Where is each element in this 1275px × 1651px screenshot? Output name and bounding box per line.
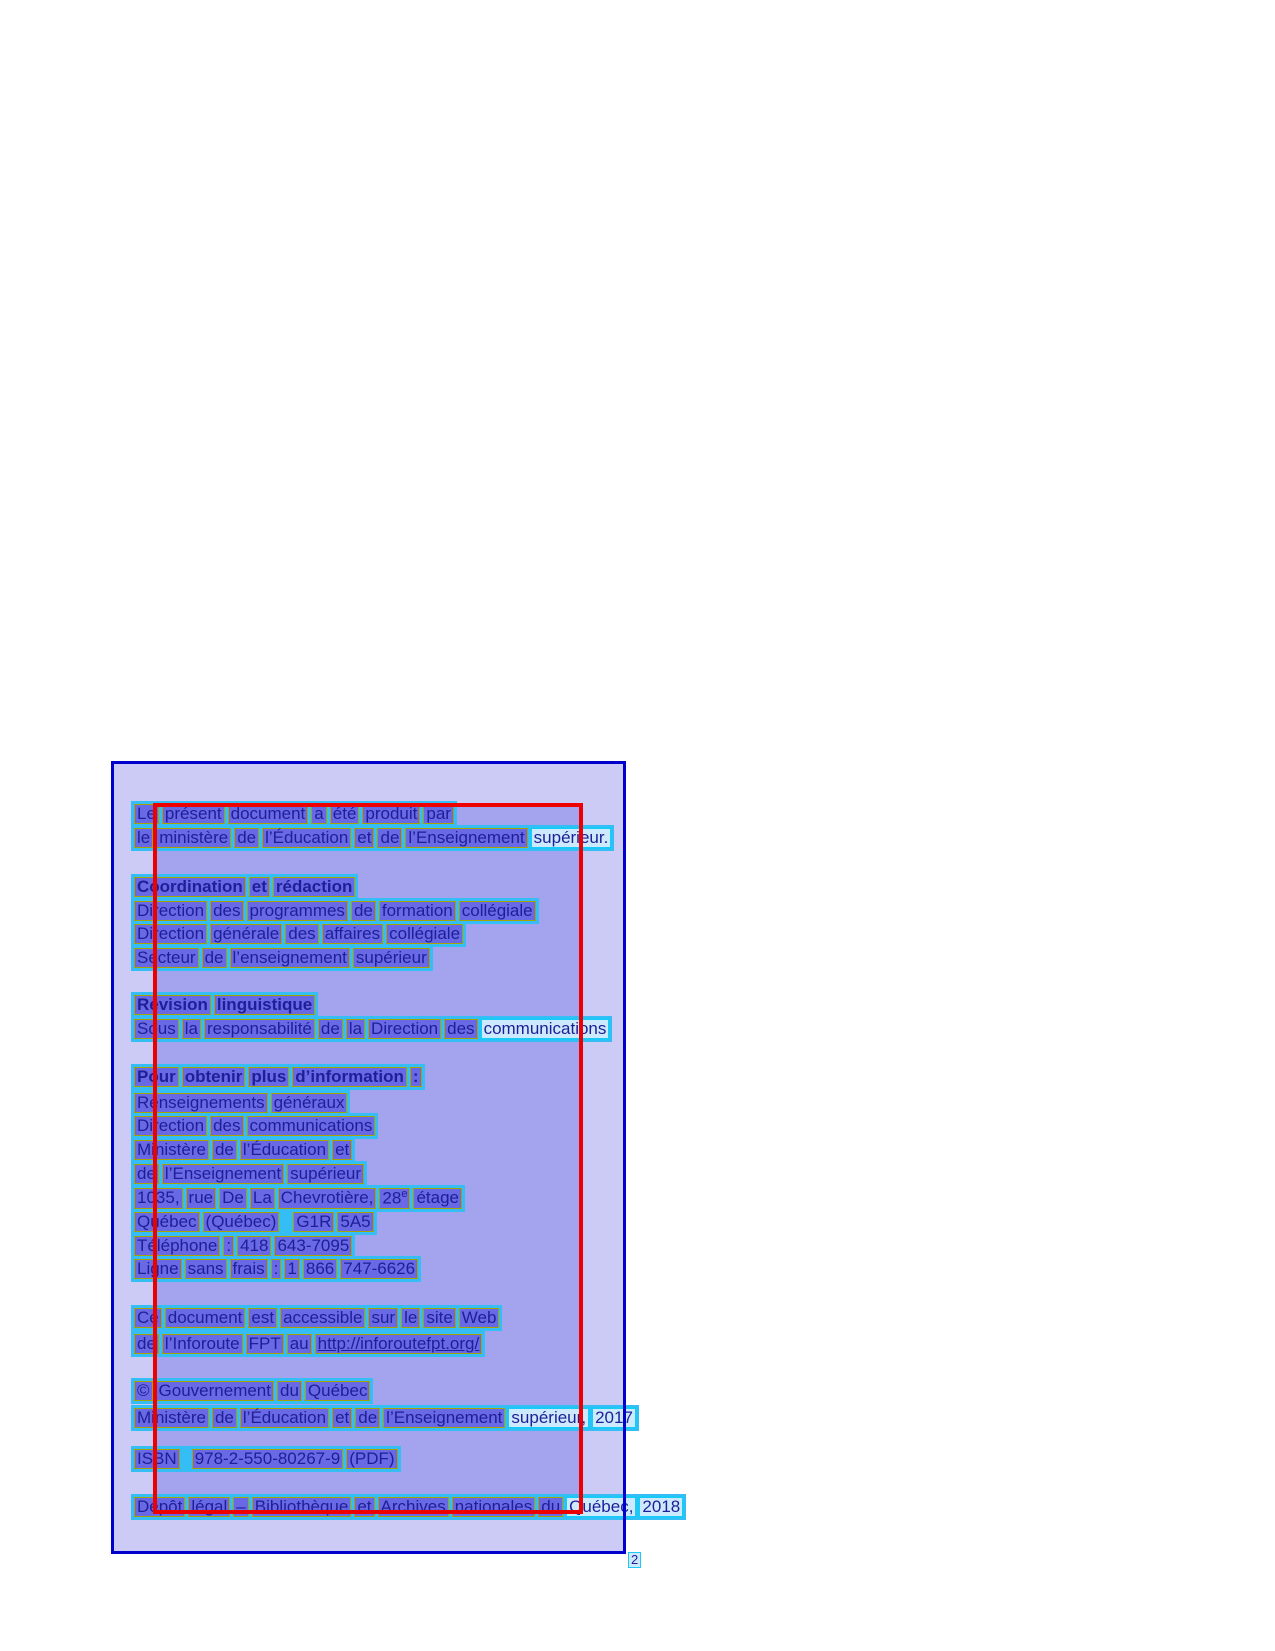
word-box: G1R (293, 1212, 334, 1232)
word-box: Le (134, 804, 159, 824)
word-box: supérieur (353, 948, 430, 968)
word-box: frais (230, 1259, 268, 1279)
word-box: : (271, 1259, 282, 1279)
word-box: Archives (378, 1497, 449, 1517)
word-box: ISBN (134, 1449, 180, 1469)
word-box: Québec (134, 1212, 200, 1232)
word-box: collégiale (386, 924, 463, 944)
word-box: sur (368, 1308, 398, 1328)
link-url[interactable]: http://inforoutefpt.org/ (315, 1334, 483, 1354)
word-box: Ce (134, 1308, 162, 1328)
text-line (131, 1161, 367, 1187)
word-box: est (248, 1308, 277, 1328)
word-box: © (134, 1381, 153, 1401)
word-box: Direction (368, 1019, 441, 1039)
word-box: produit (362, 804, 420, 824)
word-box: été (330, 804, 360, 824)
word-box: programmes (247, 901, 348, 921)
word-box: affaires (322, 924, 383, 944)
word-gap (183, 1449, 189, 1469)
word-box: 866 (303, 1259, 337, 1279)
word-box: de (234, 828, 259, 848)
text-line (131, 1256, 421, 1282)
word-box: linguistique (214, 995, 315, 1015)
word-box: de (355, 1408, 380, 1428)
word-box: la (346, 1019, 365, 1039)
word-box: d’information (292, 1067, 407, 1087)
text-line (131, 801, 457, 827)
word-box: Web (459, 1308, 500, 1328)
word-box: et (332, 1140, 352, 1160)
text-line (131, 1113, 378, 1139)
word-box: l’Inforoute (162, 1334, 243, 1354)
text-line (131, 1305, 502, 1331)
word-box: l’Enseignement (162, 1164, 284, 1184)
word-box: 1035, (134, 1188, 183, 1209)
word-box: l’Éducation (240, 1140, 329, 1160)
word-box: de (134, 1164, 159, 1184)
word-box: plus (248, 1067, 289, 1087)
text-line (131, 1016, 612, 1042)
word-box: de (377, 828, 402, 848)
word-box: Ligne (134, 1259, 182, 1279)
word-box: des (210, 901, 243, 921)
text-line (131, 1446, 401, 1472)
word-box: sans (185, 1259, 227, 1279)
word-box: de (318, 1019, 343, 1039)
word-box: l’Enseignement (405, 828, 527, 848)
word-box: supérieur. (530, 827, 613, 849)
word-box: (Québec) (203, 1212, 280, 1232)
word-box: : (223, 1236, 234, 1256)
word-box: site (423, 1308, 455, 1328)
word-box: supérieur, (507, 1407, 590, 1429)
word-box: Sous (134, 1019, 179, 1039)
word-box: et (332, 1408, 352, 1428)
word-box: 643-7095 (274, 1236, 352, 1256)
word-box: généraux (271, 1093, 348, 1113)
word-box: de (212, 1140, 237, 1160)
text-line (131, 1378, 373, 1404)
word-box: Québec, (565, 1496, 637, 1518)
word-box: par (423, 804, 454, 824)
word-box: – (233, 1497, 248, 1517)
word-box: présent (162, 804, 225, 824)
word-box: Secteur (134, 948, 199, 968)
word-box: document (165, 1308, 246, 1328)
word-box: document (228, 804, 309, 824)
word-box: communications (480, 1018, 611, 1040)
word-box: obtenir (182, 1067, 246, 1087)
word-box: responsabilité (204, 1019, 315, 1039)
text-line (131, 1209, 377, 1235)
word-box: de (134, 1334, 159, 1354)
word-box: de (212, 1408, 237, 1428)
word-box: l’Enseignement (383, 1408, 505, 1428)
word-box: légal (188, 1497, 230, 1517)
word-box: : (410, 1067, 422, 1087)
word-box: Ministère (134, 1140, 209, 1160)
word-box: l’enseignement (230, 948, 350, 968)
word-box: de (351, 901, 376, 921)
word-box: Dépôt (134, 1497, 185, 1517)
text-line (131, 992, 318, 1018)
word-box: 2018 (638, 1496, 684, 1518)
text-line (131, 945, 433, 971)
word-box: supérieur (287, 1164, 364, 1184)
word-box: Direction (134, 1116, 207, 1136)
word-box: 978-2-550-80267-9 (192, 1449, 344, 1469)
word-box: nationales (452, 1497, 536, 1517)
text-line (131, 1405, 639, 1431)
word-box: et (249, 877, 270, 897)
word-box: du (538, 1497, 563, 1517)
word-box: Direction (134, 924, 207, 944)
word-box: 2017 (591, 1407, 637, 1429)
word-box: 1 (284, 1259, 299, 1279)
page-number: 2 (628, 1552, 641, 1568)
word-box: des (285, 924, 318, 944)
word-box: la (182, 1019, 201, 1039)
word-box: Ministère (134, 1408, 209, 1428)
word-box: rédaction (273, 877, 356, 897)
word-box: 418 (237, 1236, 271, 1256)
word-box: formation (379, 901, 456, 921)
word-box: communications (247, 1116, 376, 1136)
word-box: Pour (134, 1067, 179, 1087)
word-box: de (202, 948, 227, 968)
word-box: et (354, 1497, 374, 1517)
word-box: La (250, 1188, 275, 1209)
word-box: au (287, 1334, 312, 1354)
word-box: Coordination (134, 877, 246, 897)
text-line (131, 1137, 355, 1163)
word-box: De (219, 1188, 247, 1209)
text-line (131, 1331, 485, 1357)
word-box: générale (210, 924, 282, 944)
word-box: Gouvernement (156, 1381, 274, 1401)
word-box: étage (413, 1188, 462, 1209)
text-line (131, 874, 358, 900)
word-box: Chevrotière, (278, 1188, 377, 1209)
word-box: 5A5 (337, 1212, 373, 1232)
word-box: Révision (134, 995, 211, 1015)
word-box: Renseignements (134, 1093, 268, 1113)
text-line (131, 825, 614, 851)
text-line (131, 1494, 686, 1520)
word-box: Direction (134, 901, 207, 921)
word-box: Téléphone (134, 1236, 220, 1256)
text-line (131, 1064, 425, 1090)
word-box: FPT (246, 1334, 284, 1354)
word-box: le (134, 828, 153, 848)
word-gap (282, 1212, 290, 1232)
word-box: 28e (379, 1188, 410, 1209)
word-box: le (401, 1308, 420, 1328)
word-box: Bibliothèque (252, 1497, 352, 1517)
word-box: a (311, 804, 326, 824)
word-box: du (277, 1381, 302, 1401)
text-line (131, 921, 466, 947)
word-box: et (354, 828, 374, 848)
word-box: (PDF) (346, 1449, 397, 1469)
word-box: ministère (156, 828, 231, 848)
word-box: l’Éducation (262, 828, 351, 848)
word-box: accessible (280, 1308, 365, 1328)
word-box: des (444, 1019, 477, 1039)
word-box: l’Éducation (240, 1408, 329, 1428)
word-box: collégiale (459, 901, 536, 921)
word-box: 747-6626 (340, 1259, 418, 1279)
text-line (131, 1185, 465, 1212)
word-box: rue (186, 1188, 217, 1209)
word-box: des (210, 1116, 243, 1136)
word-box: Québec (305, 1381, 371, 1401)
